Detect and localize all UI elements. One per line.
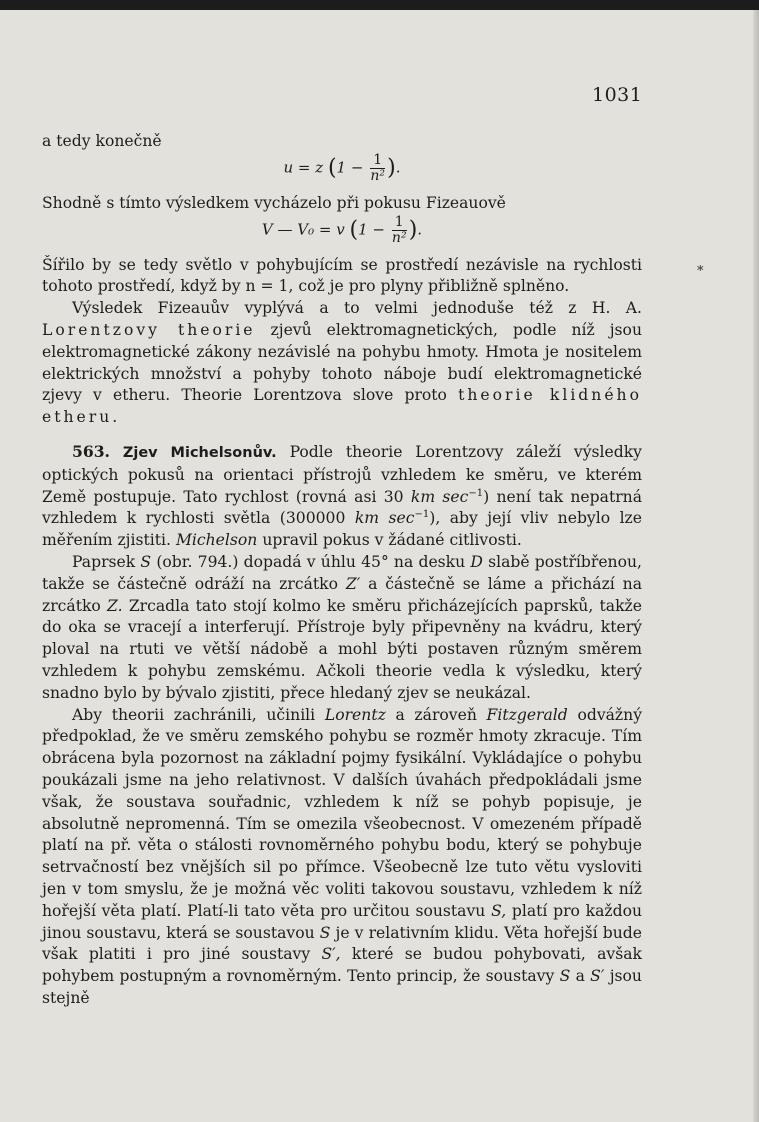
formula-u-minus: − [350,158,364,177]
formula-u-num: 1 [370,153,385,169]
formula-v-lhs: V — V₀ = v [261,220,345,239]
page-body [42,131,642,1010]
section-exp-2: −1 [414,509,430,521]
section-text-1: Podle theorie Lorentzovy záleží výsledky optických pokusů na orientaci přístrojů vzhledem ke směru, ve kterém Země postupuje. Tato rychlost (rovná asi 30 [42,442,642,506]
intro-line: a tedy konečně [42,132,162,150]
name-michelson: Michelson [175,531,258,550]
paragraph-vysledek [42,298,642,429]
page-edge-shadow [753,10,759,1122]
paragraph-sirilo: Šířilo by se tedy světlo v pohybujícím se prostředí nezávisle na rychlosti tohoto prostředí, když by n = 1, což je pro plyny přibližně splněno. [42,255,642,296]
aby-text-c: odvážný předpoklad, že ve směru zemského pohybu se rozměr hmoty zkracuje. Tím obrácena byla pozornost na základní pojmy fysikální. Vykládajíce o pohybu poukázali jsme na jeho relativnost. V dalších úvahách předpokládali jsme však, že soustava souřadnic, vzhledem k níž se pohyb popisuje, je absolutně nepromenná. Tím se omezila všeobecnost. V omezeném případě platí na př. věta o stálosti rovnoměrného pohybu bodu, který se pohybuje setrvačností bez vnějších sil po přímce. Všeobecně lze tuto větu vysloviti jen v tom smyslu, že je možná věc voliti takovou soustavu, vzhledem k níž hořejší věta platí. Platí-li tato věta pro určitou soustavu [42,705,642,920]
section-text-4: upravil pokus v žádané citlivosti. [262,531,522,550]
paprsek-text-e: Zrcadla tato stojí kolmo ke směru přicházejících paprsků, takže do oka se vracejí a interferují. Přístroje byly připevněny na kvádru, který ploval na rtuti ve větší nádobě a mohl býti postaven různým směrem vzhledem k pohybu zemskému. Ačkoli theorie vedla k výsledku, který snadno bylo by bývalo zjistiti, přece hledaný zjev se neukázal. [42,596,642,702]
paragraph-shodne: Shodně s tímto výsledkem vycházelo při pokusu Fizeauově [42,193,506,212]
symbol-D: D [470,552,483,571]
symbol-S: S [140,552,152,571]
section-exp-1: −1 [468,487,484,499]
section-text-2: není tak nepatrná vzhledem k rychlosti světla (300000 [42,487,643,528]
formula-v-den: n² [391,229,407,246]
vysledek-text-c: zjevů elektromagnetických, podle níž jsou elektromagnetické zákony nezávislé na pohybu hmoty. Hmota je nositelem elektrických množství a pohyby tohoto náboje budí elektromagnetické zjevy v etheru. Theorie Lorentzova slove proto [42,320,642,405]
section-unit-1: km sec [410,487,469,506]
scan-top-band [0,0,759,10]
paprsek-text-d: a částečně se láme a přichází na zrcátko [42,574,643,615]
name-lorentz: Lorentz [324,705,386,724]
vysledek-spaced-theorie: theorie klidného etheru. [42,386,642,427]
aby-text-f: které se budou pohybovati, avšak pohybem postupným a rovnoměrným. Tento princip, že soustavy [42,945,642,986]
paprsek-text-c: slabě postříbřenou, takže se částečně odráží na zrcátko [42,552,642,593]
aby-text-h: jsou stejně [42,967,642,1007]
symbol-Z: Z. [107,596,123,615]
formula-u: u = z (1 − $\frac{1}{\text{n²}}$ ). [283,151,401,184]
name-fitzgerald: Fitzgerald [486,705,568,724]
aby-text-e: je v relativním klidu. Věta hořejší bude však platiti i pro jiné soustavy [42,923,642,964]
formula-u-den: n² [370,167,385,184]
section-563: 563. Zjev Michelsonův. Podle theorie Lorentzovy záleží výsledky optických pokusů na orientaci přístrojů vzhledem ke směru, ve kterém Země postupuje. Tato rychlost (rovná asi 30 km $\sec^{-1}$) není tak nepatrná vzhledem k rychlosti světla (300000 km $\sec^{-1}$), aby její vliv nebylo lze měřením zjistiti. Michelson upravil pokus v žádané citlivosti. [42,441,643,550]
section-unit-2: km sec [354,509,415,528]
paprsek-text-a: Paprsek [72,552,136,571]
formula-v-num: 1 [392,215,407,231]
formula-u-one: 1 [336,158,347,177]
aby-symbol-S3: S′, [321,945,341,964]
formula-v-one: 1 [358,220,368,239]
aby-text-a: Aby theorii zachránili, učinili [72,705,316,724]
page-number: 1031 [592,84,643,106]
section-title: Zjev Michelsonův. [122,444,277,461]
formula-u-lhs: u = z [283,158,324,177]
margin-marker: * [697,264,704,279]
vysledek-text-a: Výsledek Fizeauův vyplývá a to velmi jednoduše též z H. A. [72,299,642,318]
section-text-3: aby její vliv nebylo lze měřením zjistiti. [42,509,642,550]
aby-symbol-S1: S, [491,901,507,920]
aby-symbol-S4: S [559,967,571,986]
vysledek-spaced-lorentz: Lorentzovy theorie [42,320,256,339]
aby-symbol-S2: S [319,923,331,942]
symbol-Z-prime: Z′ [345,574,361,593]
paragraph-paprsek [42,552,642,705]
formula-v-minus: − [372,220,385,239]
aby-text-d: platí pro každou jinou soustavu, která se soustavou [42,901,643,942]
paragraph-aby [42,705,642,1010]
formula-v: V — V₀ = v (1 − $\frac{1}{\text{n²}}$ ). [261,213,423,246]
paprsek-text-b: (obr. 794.) dopadá v úhlu 45° na desku [156,552,466,571]
aby-text-g: a [575,967,585,986]
aby-text-b: a zároveň [395,705,477,724]
section-number: 563. [72,441,110,461]
aby-symbol-S5: S′ [590,967,605,986]
